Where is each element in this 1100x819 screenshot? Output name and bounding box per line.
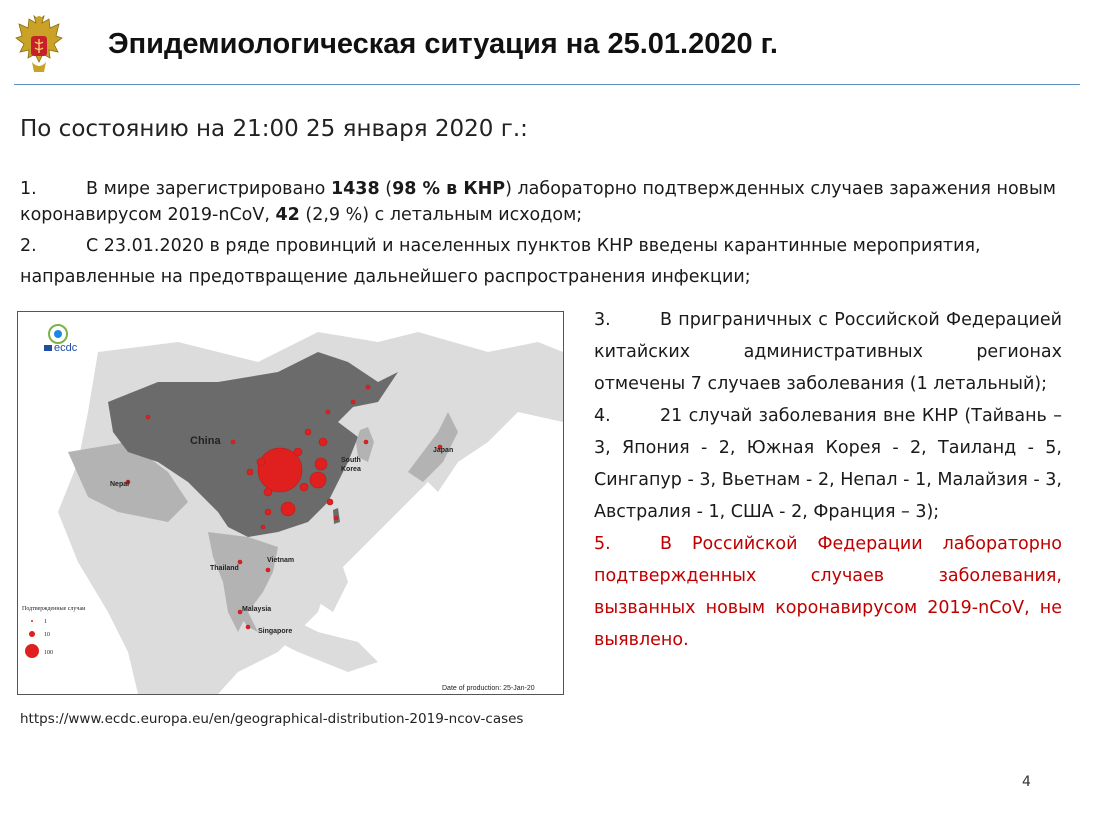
source-link[interactable]: https://www.ecdc.europa.eu/en/geographical-distribution-2019-ncov-cases (20, 711, 524, 727)
item-1-text-d: (2,9 %) с летальным исходом; (299, 205, 583, 225)
label-singapore: Singapore (258, 628, 293, 635)
production-date: Date of production: 25-Jan-20 (442, 685, 535, 692)
bubble-shandong (319, 438, 327, 446)
title-divider (14, 84, 1080, 85)
legend-item-100: 100 (44, 650, 53, 656)
bubble-fujian (327, 499, 333, 505)
legend-item-1: 1 (44, 619, 47, 625)
bubble-thailand (238, 560, 242, 564)
item-4 (594, 400, 1062, 528)
label-south-korea-2: Korea (341, 466, 361, 473)
bubble-guangxi (265, 509, 271, 515)
item-4-text: 21 случай заболевания вне КНР (Тайвань – 3, Япония - 2, Южная Корея - 2, Таиланд - 5, Сингапур - 3, Вьетнам - 2, Непал - 1, Малайзия - 3, Австралия - 1, США - 2, Франция – 3); (594, 406, 1062, 522)
bubble-vietnam (266, 568, 270, 572)
legend-item-10: 10 (44, 632, 50, 638)
bubble-heilongjiang (366, 385, 370, 389)
label-japan: Japan (433, 447, 454, 454)
label-south-korea-1: South (341, 457, 361, 464)
item-4-number: 4. (594, 406, 611, 426)
bubble-korea (364, 440, 368, 444)
page-title: Эпидемиологическая ситуация на 25.01.2020 г. (108, 28, 778, 60)
status-subtitle: По состоянию на 21:00 25 января 2020 г.: (20, 116, 528, 142)
item-1-deaths: 42 (275, 205, 300, 225)
item-2 (20, 231, 1060, 293)
item-1-text-a: В мире зарегистрировано (86, 179, 331, 199)
ecdc-logo (44, 325, 78, 354)
ministry-emblem-icon (14, 14, 64, 78)
item-3-text: В приграничных с Российской Федерацией китайских административных регионах отмечены 7 случаев заболевания (1 летальный); (594, 310, 1062, 394)
right-column (594, 304, 1062, 656)
map-legend (22, 606, 86, 658)
item-5-number: 5. (594, 534, 611, 554)
item-3 (594, 304, 1062, 400)
bubble-gansu (231, 440, 235, 444)
ecdc-logo-text: ecdc (54, 342, 78, 354)
legend-title: Подтвержденные случаи (22, 606, 86, 612)
label-thailand: Thailand (210, 565, 239, 572)
item-1-china-share: 98 % в КНР (392, 179, 506, 199)
page-number: 4 (1022, 774, 1031, 790)
bubble-hainan (261, 525, 265, 529)
bubble-liaoning (326, 410, 330, 414)
label-vietnam: Vietnam (267, 557, 295, 564)
bubble-sichuan (247, 469, 253, 475)
bubble-henan (294, 448, 302, 456)
label-china: China (190, 435, 221, 447)
bubble-zhejiang (310, 472, 326, 488)
item-5 (594, 528, 1062, 656)
bubble-jiangsu (315, 458, 327, 470)
item-2-text: С 23.01.2020 в ряде провинций и населенных пунктов КНР введены карантинные мероприятия, направленные на предотвращение дальнейшего распространения инфекции; (20, 236, 981, 287)
bubble-jilin (351, 400, 355, 404)
label-nepal: Nepal (110, 481, 130, 488)
bubble-guangdong (281, 502, 295, 516)
item-3-number: 3. (594, 310, 611, 330)
item-1-text-c: ) лабораторно подтвержденных случаев заражения новым коронавирусом 2019-nCoV, (20, 179, 1057, 225)
item-1-number: 1. (20, 179, 37, 199)
bubble-taiwan (334, 516, 338, 520)
bubble-singapore (246, 625, 250, 629)
item-2-number: 2. (20, 236, 37, 256)
item-1-total-cases: 1438 (330, 179, 380, 199)
case-distribution-map (17, 311, 564, 695)
item-5-text: В Российской Федерации лабораторно подтвержденных случаев заболевания, вызванных новым коронавирусом 2019-nCoV, не выявлено. (594, 534, 1062, 650)
bubble-jiangxi (300, 483, 308, 491)
item-1-text-b: ( (379, 179, 393, 199)
bubble-hunan (264, 488, 272, 496)
bubble-chongqing (257, 458, 265, 466)
bubble-xinjiang (146, 415, 150, 419)
bubble-beijing (305, 429, 311, 435)
item-1 (20, 176, 1056, 228)
label-malaysia: Malaysia (242, 606, 272, 613)
